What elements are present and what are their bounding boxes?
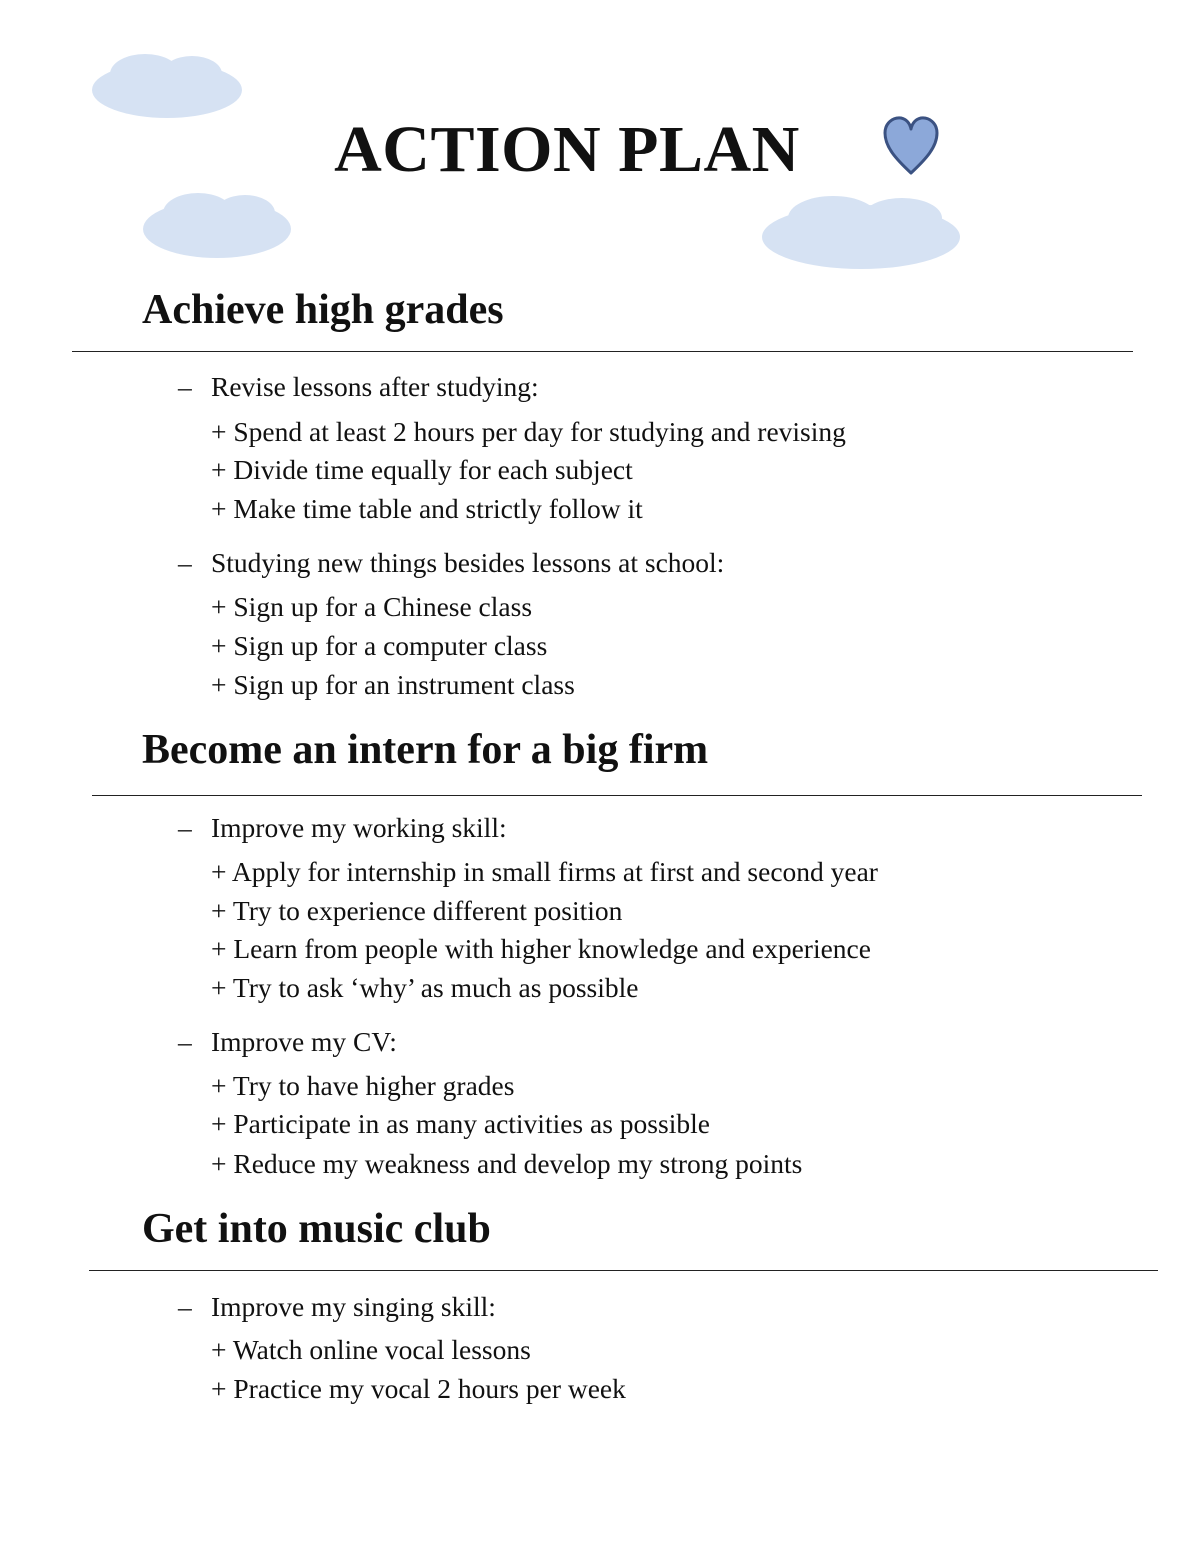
list-group-heading: Revise lessons after studying: bbox=[211, 371, 539, 402]
dash-marker: – bbox=[178, 1026, 192, 1057]
page-title bbox=[0, 108, 1200, 192]
list-item: + Divide time equally for each subject bbox=[211, 454, 633, 485]
list-item: + Practice my vocal 2 hours per week bbox=[211, 1373, 626, 1404]
list-item: + Try to ask ‘why’ as much as possible bbox=[211, 972, 639, 1003]
list-group-heading: Improve my CV: bbox=[211, 1026, 397, 1057]
heart-icon bbox=[882, 115, 940, 177]
list-item: + Sign up for a Chinese class bbox=[211, 591, 533, 622]
dash-marker: – bbox=[178, 812, 192, 843]
dash-marker: – bbox=[178, 547, 192, 578]
dash-marker: – bbox=[178, 1291, 192, 1322]
list-item: + Try to experience different position bbox=[211, 895, 623, 926]
list-item: + Reduce my weakness and develop my strong points bbox=[211, 1148, 803, 1179]
page-title-text: ACTION PLAN bbox=[334, 113, 800, 186]
section-divider bbox=[89, 1270, 1158, 1271]
dash-marker: – bbox=[178, 371, 192, 402]
list-item: + Watch online vocal lessons bbox=[211, 1334, 531, 1365]
cloud-decoration bbox=[143, 200, 291, 258]
list-item: + Try to have higher grades bbox=[211, 1070, 515, 1101]
list-item: + Spend at least 2 hours per day for studying and revising bbox=[211, 416, 846, 447]
section-divider bbox=[92, 795, 1142, 796]
section-heading: Become an intern for a big firm bbox=[142, 727, 709, 773]
list-item: + Sign up for an instrument class bbox=[211, 669, 575, 700]
list-group-heading: Improve my singing skill: bbox=[211, 1291, 496, 1322]
list-item: + Participate in as many activities as possible bbox=[211, 1108, 710, 1139]
section-divider bbox=[72, 351, 1133, 352]
list-group-heading: Studying new things besides lessons at school: bbox=[211, 547, 725, 578]
list-group-heading: Improve my working skill: bbox=[211, 812, 507, 843]
section-heading: Get into music club bbox=[142, 1206, 491, 1252]
list-item: + Apply for internship in small firms at first and second year bbox=[211, 856, 878, 887]
list-item: + Sign up for a computer class bbox=[211, 630, 548, 661]
cloud-decoration bbox=[762, 205, 960, 269]
section-heading: Achieve high grades bbox=[142, 287, 504, 333]
list-item: + Learn from people with higher knowledge and experience bbox=[211, 933, 871, 964]
list-item: + Make time table and strictly follow it bbox=[211, 493, 643, 524]
